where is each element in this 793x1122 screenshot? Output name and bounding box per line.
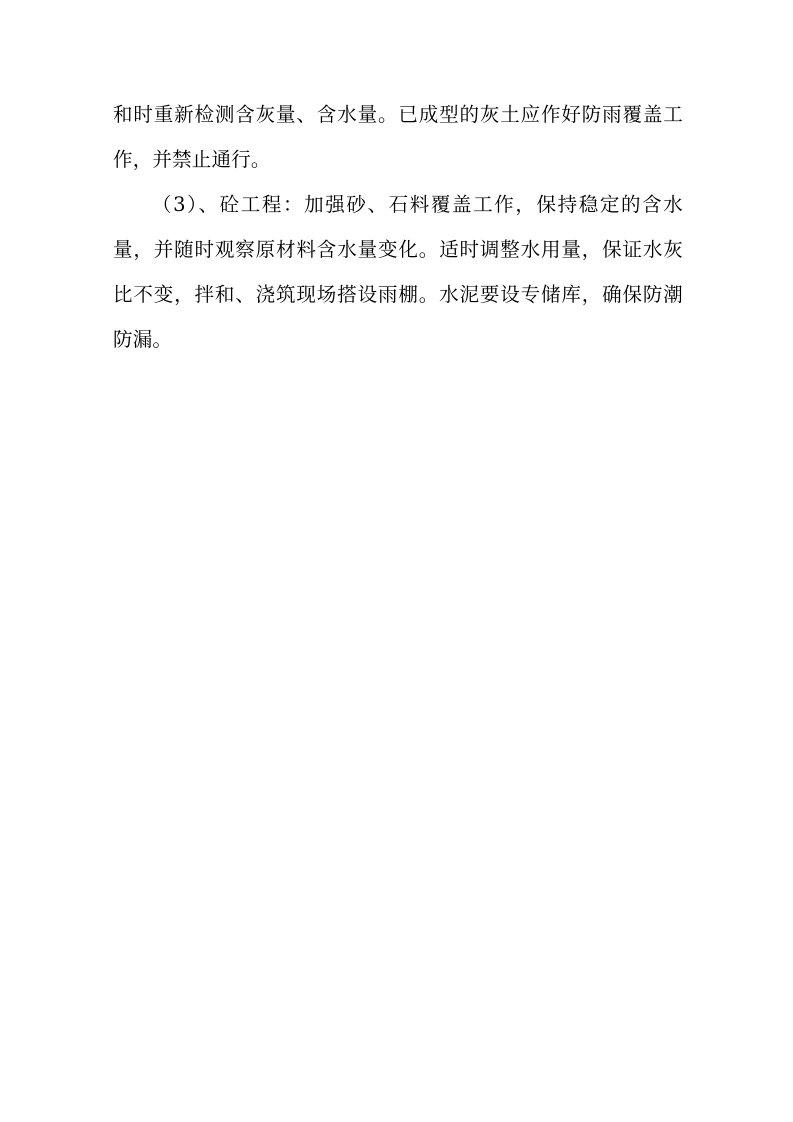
paragraph-1: 和时重新检测含灰量、含水量。已成型的灰土应作好防雨覆盖工作，并禁止通行。 — [113, 103, 683, 171]
paragraph-2: （3）、砼工程：加强砂、石料覆盖工作，保持稳定的含水量，并随时观察原材料含水量变化。适时调整水用量，保证水灰比不变，拌和、浇筑现场搭设雨棚。水泥要设专储库，确保防潮防漏。 — [113, 193, 683, 351]
document-body — [113, 92, 683, 362]
